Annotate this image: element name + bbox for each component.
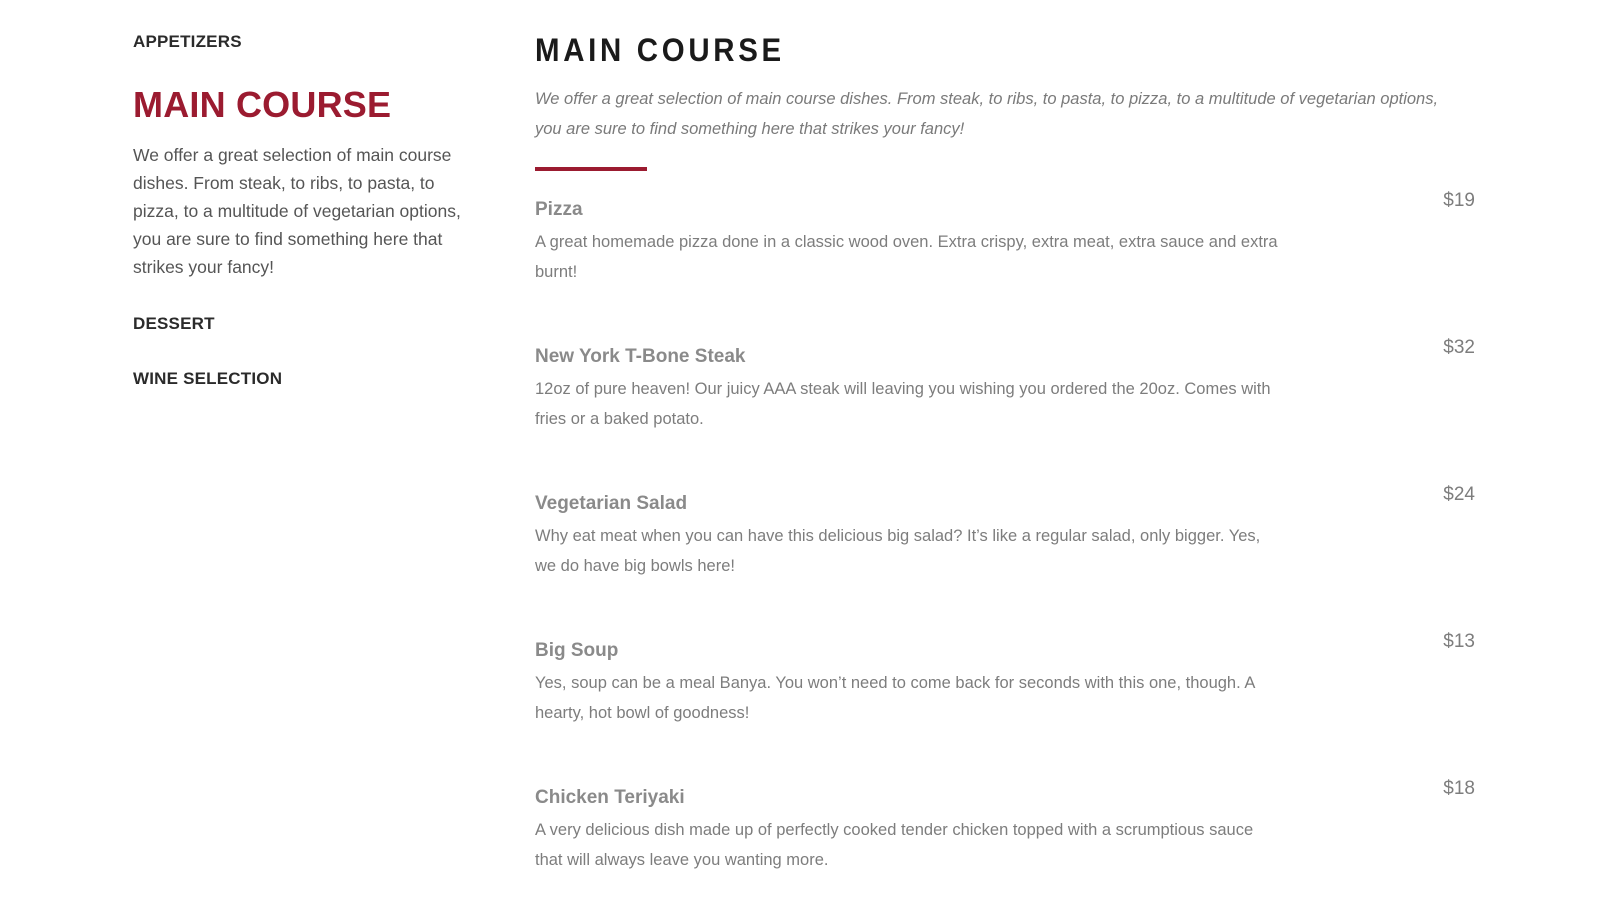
menu-item-price: $18 [1443, 778, 1475, 799]
menu-item-name: Chicken Teriyaki [535, 787, 685, 808]
menu-item-price: $19 [1443, 190, 1475, 211]
menu-item-chicken-teriyaki [535, 778, 1475, 900]
menu-item-name: Vegetarian Salad [535, 493, 688, 514]
menu-item-name: Pizza [535, 199, 583, 220]
sidebar-item-dessert[interactable]: DESSERT [133, 314, 215, 333]
menu-item-list [535, 190, 1475, 900]
sidebar-item-main-course-label[interactable]: MAIN COURSE [133, 84, 392, 125]
menu-item-name: Big Soup [535, 640, 619, 661]
sidebar-item-wine-selection[interactable]: WINE SELECTION [133, 369, 283, 388]
menu-item-description: A great homemade pizza done in a classic wood oven. Extra crispy, extra meat, extra sauce and extra burnt! [535, 233, 1278, 281]
main-course-section [535, 30, 1475, 900]
menu-item-price: $13 [1443, 631, 1475, 652]
menu-item-name: New York T-Bone Steak [535, 346, 746, 367]
section-intro: We offer a great selection of main course dishes. From steak, to ribs, to pasta, to pizza, to a multitude of vegetarian options, you are sure to find something here that strikes your fancy! [535, 90, 1439, 138]
sidebar-item-main-course [133, 85, 463, 281]
sidebar-item-appetizers[interactable]: APPETIZERS [133, 32, 242, 51]
menu-item-description: Why eat meat when you can have this delicious big salad? It’s like a regular salad, only bigger. Yes, we do have big bowls here! [535, 527, 1261, 575]
menu-item-big-soup [535, 631, 1475, 785]
menu-item-vegetarian-salad [535, 484, 1475, 638]
menu-item-description: A very delicious dish made up of perfectly cooked tender chicken topped with a scrumptious sauce that will always leave you wanting more. [535, 821, 1254, 869]
menu-category-sidebar [133, 32, 463, 389]
menu-item-pizza [535, 190, 1475, 344]
menu-item-price: $32 [1443, 337, 1475, 358]
menu-item-description: 12oz of pure heaven! Our juicy AAA steak will leaving you wishing you ordered the 20oz. Comes with fries or a baked potato. [535, 380, 1271, 428]
menu-item-price: $24 [1443, 484, 1475, 505]
section-divider [535, 167, 647, 171]
sidebar-item-main-course-description: We offer a great selection of main course dishes. From steak, to ribs, to pasta, to pizza, to a multitude of vegetarian options, you are sure to find something here that strikes your fancy! [133, 145, 461, 277]
menu-item-description: Yes, soup can be a meal Banya. You won’t need to come back for seconds with this one, though. A hearty, hot bowl of goodness! [535, 674, 1255, 722]
menu-item-new-york-t-bone-steak [535, 337, 1475, 491]
section-title: MAIN COURSE [535, 32, 785, 68]
